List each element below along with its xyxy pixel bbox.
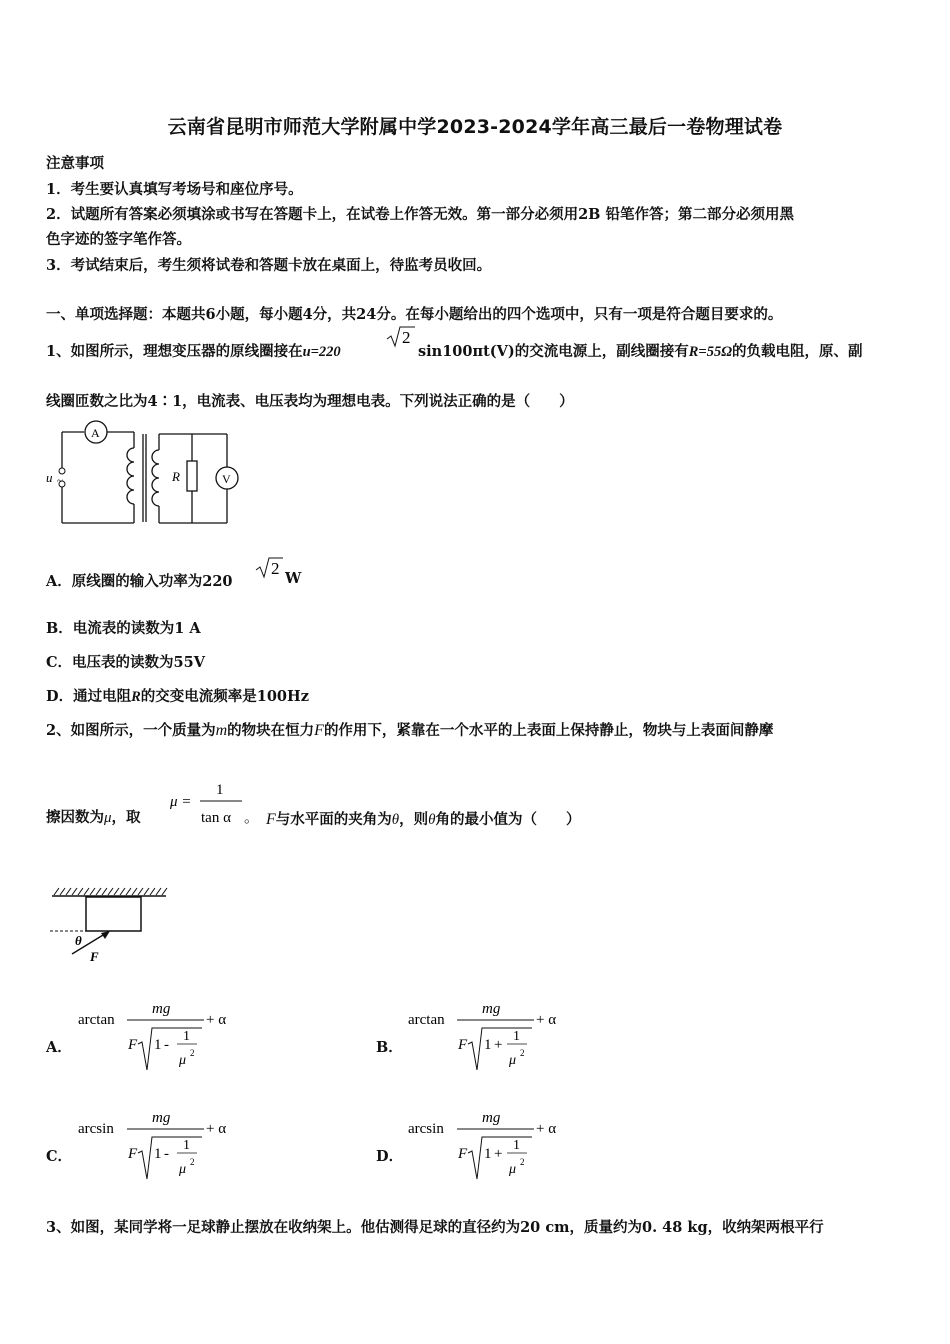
resistor-label: R <box>172 469 180 484</box>
primary-coil <box>127 448 134 504</box>
q2-d-num: mg <box>482 1110 501 1126</box>
q2-a-tail: + α <box>206 1012 227 1028</box>
q2-text-c: 的作用下，紧靠在一个水平的上表面上保持静止，物块与上表面间静摩 <box>323 722 774 739</box>
q2-option-b-letter[interactable]: B． <box>376 1039 403 1056</box>
q2-d-F: F <box>458 1146 468 1162</box>
q2-option-a-formula <box>76 996 246 1076</box>
q1-text-line1 <box>46 340 341 361</box>
q2-F2: F <box>266 811 276 828</box>
q2-c-sign: - <box>164 1146 169 1162</box>
notice-item-2: 2．试题所有答案必须填涂或书写在答题卡上，在试卷上作答无效。第一部分必须用2B 铅笔作答；第二部分必须用黑 <box>46 206 794 223</box>
q1-option-a-sqrt <box>254 555 284 581</box>
transformer-circuit-figure <box>44 420 254 530</box>
q2-d-sign: + <box>494 1146 503 1162</box>
q2-d-one: 1 <box>484 1146 492 1162</box>
section-heading: 一、单项选择题：本题共6小题，每小题4分，共24分。在每小题给出的四个选项中，只有一项是符合题目要求的。 <box>46 306 783 323</box>
source-u-label: u <box>46 470 53 485</box>
q2-F: F <box>314 722 324 739</box>
q2-option-d-letter[interactable]: D． <box>376 1148 404 1165</box>
q2-a-func: arctan <box>78 1012 115 1028</box>
q1-text-line1-b <box>418 340 863 361</box>
q1-option-b[interactable]: B．电流表的读数为1 A <box>46 620 201 637</box>
q1-option-d[interactable] <box>46 685 309 706</box>
q2-m: m <box>215 722 228 739</box>
q2-b-sq: 2 <box>520 1048 525 1058</box>
voltmeter-label: V <box>222 472 231 486</box>
q2-text-a: 2、如图所示，一个质量为 <box>46 722 216 739</box>
q1-option-d-a: D．通过电阻 <box>46 688 132 705</box>
q1-text-c: 的负载电阻，原、副 <box>732 343 863 360</box>
notice-item-1: 1．考生要认真填写考场号和座位序号。 <box>46 181 303 198</box>
q2-frac-num: 1 <box>216 782 224 798</box>
q1-option-c[interactable]: C．电压表的读数为55V <box>46 654 205 671</box>
q2-text-line2-a <box>46 806 141 827</box>
q2-option-d-formula <box>406 1105 576 1185</box>
q2-a-one: 1 <box>154 1037 162 1053</box>
q2-text-d: 擦因数为 <box>46 809 104 826</box>
q2-b-sign: + <box>494 1037 503 1053</box>
q2-mu: μ <box>104 810 112 826</box>
q2-option-a-letter[interactable]: A． <box>46 1039 72 1056</box>
q2-c-func: arcsin <box>78 1121 114 1137</box>
q1-sqrt-symbol <box>385 324 417 350</box>
q2-d-func: arcsin <box>408 1121 444 1137</box>
q1-option-d-b: 的交变电流频率是100Hz <box>140 688 309 705</box>
q2-text-b: 的物块在恒力 <box>227 722 315 739</box>
q2-mu-eq: μ = <box>170 794 192 810</box>
q2-d-sq: 2 <box>520 1157 525 1167</box>
q2-c-sq: 2 <box>190 1157 195 1167</box>
ammeter-label: A <box>91 426 100 440</box>
q2-text-g: ，则 <box>399 811 429 828</box>
q2-option-c-letter[interactable]: C． <box>46 1148 73 1165</box>
q2-b-tail: + α <box>536 1012 557 1028</box>
q1-option-a[interactable] <box>46 570 233 591</box>
q2-text-f: 与水平面的夹角为 <box>275 811 392 828</box>
q3-text-line1: 3、如图，某同学将一足球静止摆放在收纳架上。他估测得足球的直径约为20 cm，质量约为0. 48 kg，收纳架两根平行 <box>46 1219 824 1236</box>
q1-option-a-text: A．原线圈的输入功率为220 <box>46 573 233 590</box>
q2-c-inner-num: 1 <box>183 1138 190 1153</box>
page-title: 云南省昆明市师范大学附属中学2023-2024学年高三最后一卷物理试卷 <box>167 116 783 138</box>
notice-item-2-cont: 色字迹的签字笔作答。 <box>46 231 191 248</box>
q1-text-a: 1、如图所示，理想变压器的原线圈接在 <box>46 343 303 360</box>
q2-d-inner-num: 1 <box>513 1138 520 1153</box>
q1-text-line2: 线圈匝数之比为4∶1，电流表、电压表均为理想电表。下列说法正确的是（ ） <box>46 393 574 410</box>
resistor-r <box>187 461 197 491</box>
q1-u-expr: u=220 <box>302 344 341 360</box>
q2-theta: θ <box>391 812 400 828</box>
q2-d-inner-den: μ <box>509 1162 517 1177</box>
notice-heading: 注意事项 <box>46 155 104 172</box>
q1-option-a-sqrt-value: 2 <box>271 559 280 578</box>
q2-c-num: mg <box>152 1110 171 1126</box>
q1-sqrt-value: 2 <box>402 328 411 347</box>
q1-r-expr: R=55Ω <box>688 344 733 360</box>
q1-text-b: sin100πt(V)的交流电源上，副线圈接有 <box>418 343 689 360</box>
q2-text-h: 角的最小值为（ ） <box>435 811 581 828</box>
q2-a-sign: - <box>164 1037 169 1053</box>
secondary-coil <box>152 450 159 506</box>
q2-c-F: F <box>128 1146 138 1162</box>
q2-b-num: mg <box>482 1001 501 1017</box>
q2-c-inner-den: μ <box>179 1162 187 1177</box>
q2-mu-formula <box>168 776 268 830</box>
q2-text-line1 <box>46 719 773 740</box>
notice-item-3: 3．考试结束后，考生须将试卷和答题卡放在桌面上，待监考员收回。 <box>46 257 492 274</box>
q2-c-one: 1 <box>154 1146 162 1162</box>
block-force-figure <box>48 882 173 964</box>
q2-option-c-formula <box>76 1105 246 1185</box>
ceiling-hatching <box>54 888 167 895</box>
source-ac-label: ~ <box>57 475 63 487</box>
fig-theta-label: θ <box>75 933 82 948</box>
q2-b-one: 1 <box>484 1037 492 1053</box>
q2-a-sq: 2 <box>190 1048 195 1058</box>
q2-frac-den: tan α <box>201 810 231 826</box>
q2-text-line2-b <box>266 808 581 829</box>
q2-d-tail: + α <box>536 1121 557 1137</box>
q2-theta2: θ <box>428 812 436 828</box>
q2-text-e: ，取 <box>111 809 141 826</box>
q2-b-inner-den: μ <box>509 1053 517 1068</box>
q1-option-d-r: R <box>131 689 141 705</box>
q2-a-inner-num: 1 <box>183 1029 190 1044</box>
q2-c-tail: + α <box>206 1121 227 1137</box>
block <box>86 897 141 931</box>
q2-b-func: arctan <box>408 1012 445 1028</box>
q2-b-inner-num: 1 <box>513 1029 520 1044</box>
q2-b-F: F <box>458 1037 468 1053</box>
q2-a-F: F <box>128 1037 138 1053</box>
q2-a-num: mg <box>152 1001 171 1017</box>
q2-period: 。 <box>244 810 260 826</box>
q1-option-a-unit: W <box>285 570 302 587</box>
q2-option-b-formula <box>406 996 576 1076</box>
q2-a-inner-den: μ <box>179 1053 187 1068</box>
fig-force-label: F <box>90 949 99 964</box>
